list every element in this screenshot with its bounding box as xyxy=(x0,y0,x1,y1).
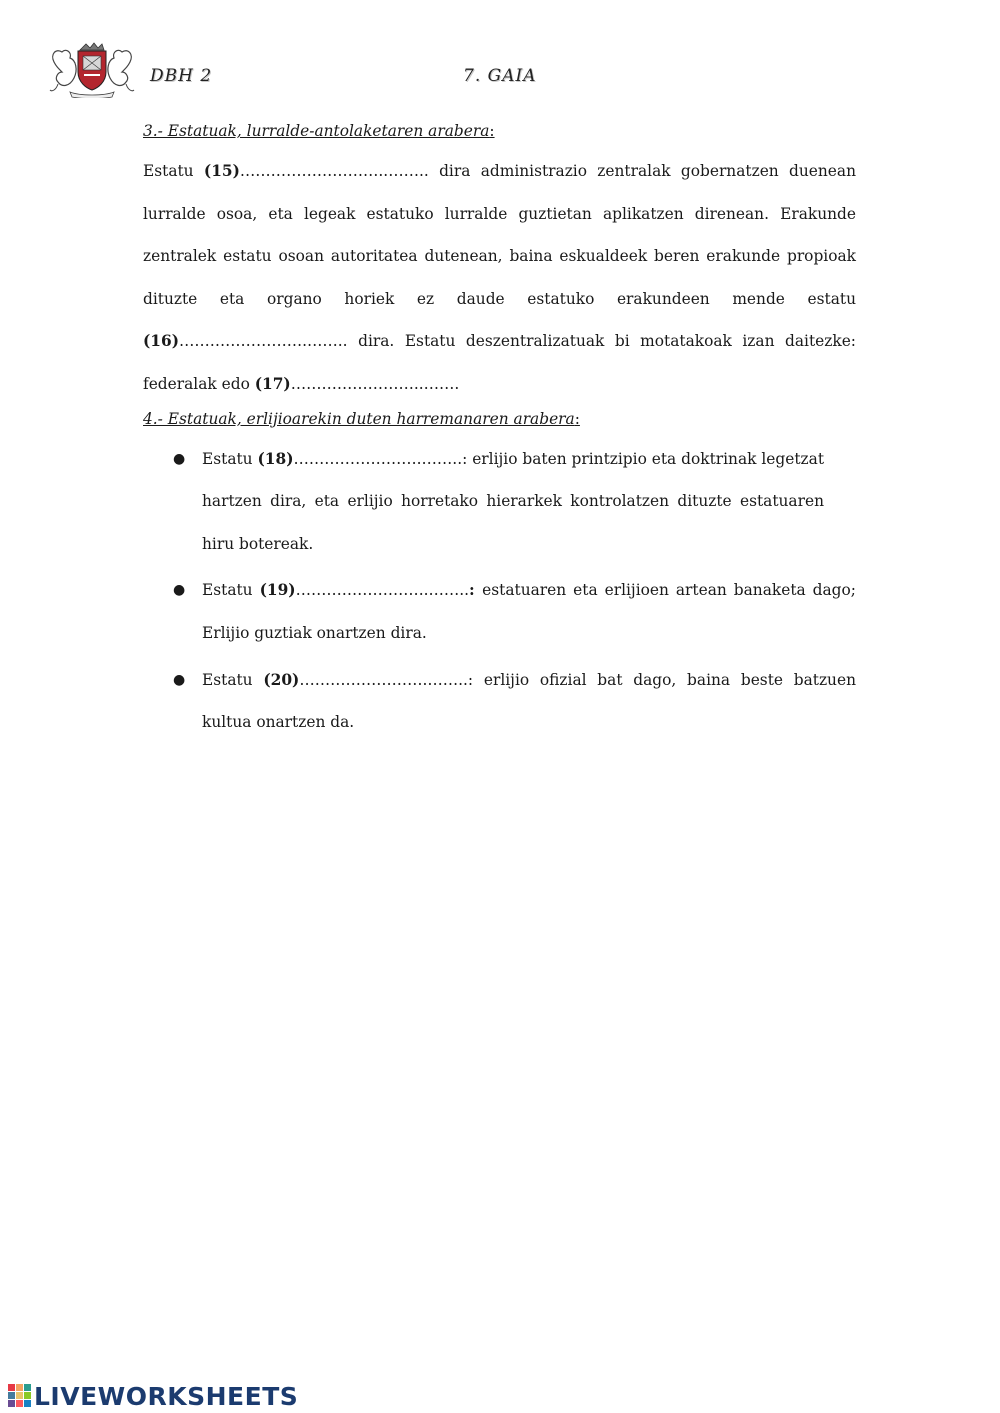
liveworksheets-logo[interactable] xyxy=(8,1380,298,1412)
blank-number-16: (16) xyxy=(143,332,179,351)
blank-18-input[interactable]: …………………….…….. xyxy=(293,449,463,468)
blank-20-input[interactable]: …………………….…….. xyxy=(299,670,468,689)
worksheet-content xyxy=(143,118,856,748)
blank-16-input[interactable]: …………………….…….. xyxy=(178,332,359,351)
item-separator: : xyxy=(467,670,484,689)
section-3-paragraph xyxy=(143,150,856,406)
header-course-label: DBH 2 xyxy=(150,66,213,86)
header-unit-label: 7. GAIA xyxy=(463,66,537,86)
item-text: Estatu xyxy=(202,449,258,468)
paragraph-text: dira. Estatu deszentralizatuak bi motatakoak izan daitezke: federalak edo xyxy=(143,332,856,393)
item-text: Estatu xyxy=(202,581,260,600)
liveworksheets-logo-text: LIVEWORKSHEETS xyxy=(34,1381,299,1411)
section-4-list xyxy=(143,438,856,744)
liveworksheets-grid-icon xyxy=(8,1384,32,1408)
paragraph-text: dira administrazio zentralak gobernatzen duenean lurralde osoa, eta legeak estatuko lurralde guztietan aplikatzen direnean. Erakunde zentralek estatu osoan autoritatea dutenean, baina eskualdeek beren erakunde propioak dituzte eta organo horiek ez daude estatuko erakundeen mende estatu xyxy=(143,162,857,308)
section-4-title-colon: : xyxy=(574,409,580,428)
list-item xyxy=(143,438,824,566)
blank-number-15: (15) xyxy=(203,162,240,180)
section-4-title xyxy=(143,406,856,432)
bullet-icon: ● xyxy=(173,582,186,599)
section-3-title-text: 3.- Estatuak, lurralde-antolaketaren arabera xyxy=(143,122,490,140)
bullet-icon: ● xyxy=(173,671,186,688)
item-text: Estatu xyxy=(202,670,264,689)
bullet-icon: ● xyxy=(173,450,186,467)
item-text: erlijio ofizial bat dago, baina beste batzuen kultua onartzen da. xyxy=(202,670,856,732)
blank-number-18: (18) xyxy=(257,449,294,468)
item-text: estatuaren eta erlijioen artean banaketa dago; Erlijio guztiak onartzen dira. xyxy=(202,581,856,642)
paragraph-text: Estatu xyxy=(143,162,204,180)
item-text: erlijio baten printzipio eta doktrinak legetzat hartzen dira, eta erlijio horretako hierarkek kontrolatzen dituzte estatuaren hiru botereak. xyxy=(202,449,825,553)
section-3-title-colon: : xyxy=(489,122,495,140)
blank-19-input[interactable]: ……………………..…….. xyxy=(295,581,470,600)
blank-number-19: (19) xyxy=(259,581,296,600)
list-item xyxy=(143,659,856,744)
item-separator: : xyxy=(469,581,483,600)
blank-17-input[interactable]: ……………………..……. xyxy=(290,374,460,393)
section-3-title xyxy=(143,118,856,144)
list-item xyxy=(143,569,856,654)
blank-number-20: (20) xyxy=(263,670,300,689)
blank-15-input[interactable]: ………………………..…….. xyxy=(239,162,440,180)
blank-number-17: (17) xyxy=(254,374,291,393)
coat-of-arms-logo xyxy=(48,42,136,98)
item-separator: : xyxy=(462,449,473,468)
section-4-title-text: 4.- Estatuak, erlijioarekin duten harremanaren arabera xyxy=(143,409,575,428)
